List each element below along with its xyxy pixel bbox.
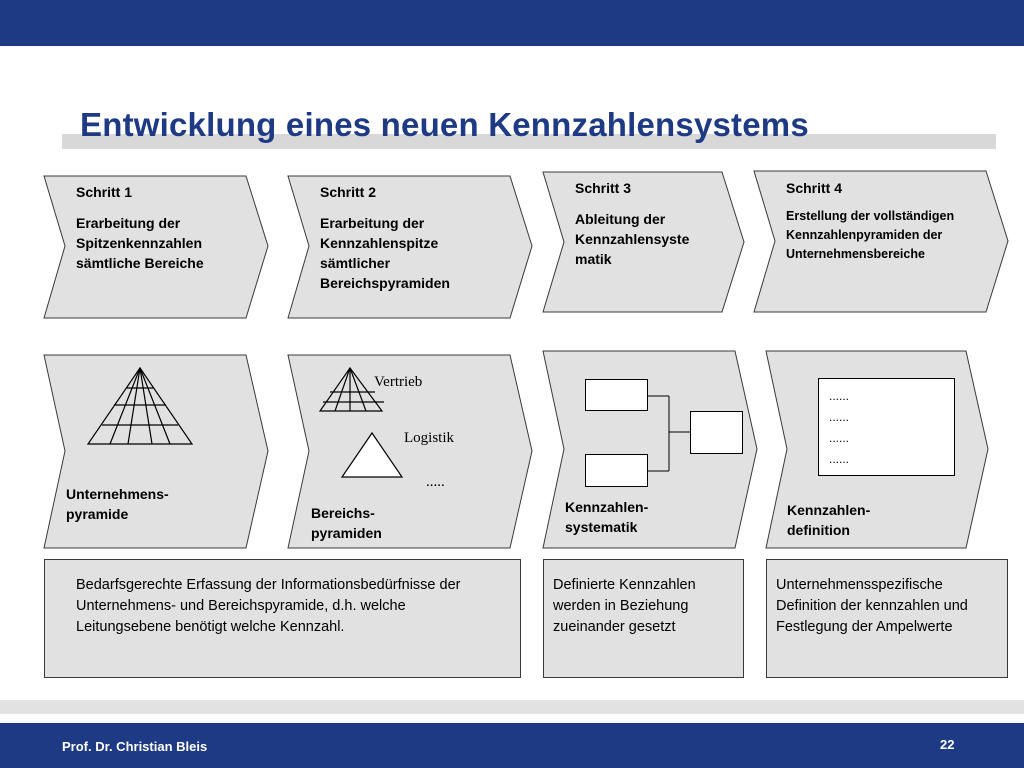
footer-divider-strip [0, 700, 1024, 714]
more-areas-ellipsis: ..... [426, 474, 445, 490]
sales-label: Vertrieb [374, 374, 423, 390]
description-text-2: Definierte Kennzahlen werden in Beziehung zueinander gesetzt [553, 577, 696, 635]
illustration-3-caption: Kennzahlen- systematik [565, 499, 649, 535]
step-3-body: Ableitung der Kennzahlensyste matik [575, 211, 690, 267]
description-text-1: Bedarfsgerechte Erfassung der Informationsbedürfnisse der Unternehmens- und Bereichspyramide, d.h. welche Leitungsebene benötigt welche Kennzahl. [76, 577, 461, 635]
systematics-box-bottom [585, 454, 648, 487]
logistics-label: Logistik [404, 430, 455, 446]
step-3-heading: Schritt 3 [575, 180, 632, 196]
illustration-4-caption: Kennzahlen- definition [787, 502, 871, 538]
step-1-heading: Schritt 1 [76, 184, 133, 200]
step-1-body: Erarbeitung der Spitzenkennzahlen sämtliche Bereiche [76, 215, 204, 271]
systematics-box-right [690, 411, 743, 454]
illustration-2-caption: Bereichs- pyramiden [311, 505, 382, 541]
definition-list-dots: ...... ...... ...... ...... [829, 389, 850, 466]
step-4-heading: Schritt 4 [786, 180, 843, 196]
footer-author: Prof. Dr. Christian Bleis [62, 739, 208, 754]
description-text-3: Unternehmensspezifische Definition der kennzahlen und Festlegung der Ampelwerte [776, 577, 968, 635]
step-2-heading: Schritt 2 [320, 184, 377, 200]
illustration-1-caption: Unternehmens- pyramide [66, 486, 169, 522]
step-2-body: Erarbeitung der Kennzahlenspitze sämtlicher Bereichspyramiden [320, 215, 450, 291]
systematics-box-top [585, 379, 648, 411]
slide-title: Entwicklung eines neuen Kennzahlensystems [80, 106, 809, 143]
footer-page-number: 22 [940, 737, 955, 752]
step-4-body: Erstellung der vollständigen Kennzahlenpyramiden der Unternehmensbereiche [786, 209, 955, 261]
